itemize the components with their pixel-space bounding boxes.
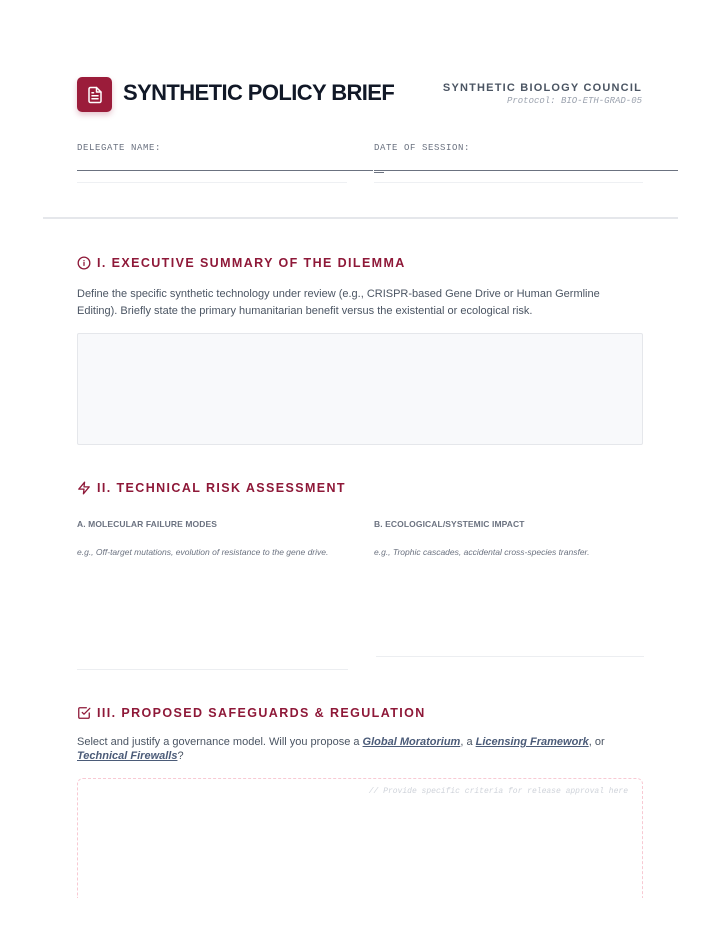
section-3-heading — [77, 706, 426, 720]
safeguards-textarea[interactable] — [77, 778, 643, 898]
document-icon — [77, 77, 112, 112]
section-2-title: II. TECHNICAL RISK ASSESSMENT — [97, 481, 346, 495]
lightning-icon — [77, 481, 91, 495]
protocol-id: Protocol: BIO-ETH-GRAD-05 — [506, 96, 642, 106]
delegate-name-guide — [77, 182, 347, 183]
check-square-icon — [77, 706, 91, 720]
ecological-impact-label: B. ECOLOGICAL/SYSTEMIC IMPACT — [374, 519, 525, 529]
date-guide — [374, 182, 643, 183]
date-of-session-label: DATE OF SESSION: — [374, 143, 471, 153]
prompt-prefix: Select and justify a governance model. Will you propose a — [77, 736, 363, 748]
technical-firewalls-option[interactable]: Technical Firewalls — [77, 750, 178, 762]
info-circle-icon — [77, 256, 91, 270]
executive-summary-textarea[interactable] — [77, 333, 643, 445]
section-1-heading — [77, 256, 406, 270]
molecular-failure-underline — [77, 669, 348, 670]
section-2-heading — [77, 481, 346, 495]
prompt-separator-1: , a — [460, 736, 476, 748]
licensing-framework-option[interactable]: Licensing Framework — [475, 736, 589, 748]
header-divider — [43, 217, 678, 219]
delegate-name-label: DELEGATE NAME: — [77, 143, 162, 153]
date-of-session-field[interactable] — [374, 170, 678, 171]
section-1-description: Define the specific synthetic technology under review (e.g., CRISPR-based Gene Drive or Human Germline Editing). Briefly state the primary humanitarian benefit versus the existential or ecological risk. — [77, 288, 600, 317]
global-moratorium-option[interactable]: Global Moratorium — [362, 736, 461, 748]
ecological-impact-underline — [376, 656, 644, 657]
page-title: SYNTHETIC POLICY BRIEF — [123, 80, 395, 105]
prompt-separator-2: , or — [588, 736, 605, 748]
section-3-prompt — [77, 735, 643, 763]
section-1-title: I. EXECUTIVE SUMMARY OF THE DILEMMA — [97, 256, 406, 270]
ecological-impact-hint[interactable]: e.g., Trophic cascades, accidental cross-species transfer. — [374, 547, 590, 557]
molecular-failure-hint[interactable]: e.g., Off-target mutations, evolution of resistance to the gene drive. — [77, 547, 329, 557]
prompt-suffix: ? — [177, 750, 184, 762]
section-3-title: III. PROPOSED SAFEGUARDS & REGULATION — [97, 706, 426, 720]
date-cursor-mark — [374, 172, 384, 173]
safeguards-placeholder: // Provide specific criteria for release approval here — [368, 787, 628, 796]
delegate-name-field[interactable] — [77, 170, 373, 171]
organization-name: SYNTHETIC BIOLOGY COUNCIL — [442, 82, 642, 94]
molecular-failure-label: A. MOLECULAR FAILURE MODES — [77, 519, 218, 529]
